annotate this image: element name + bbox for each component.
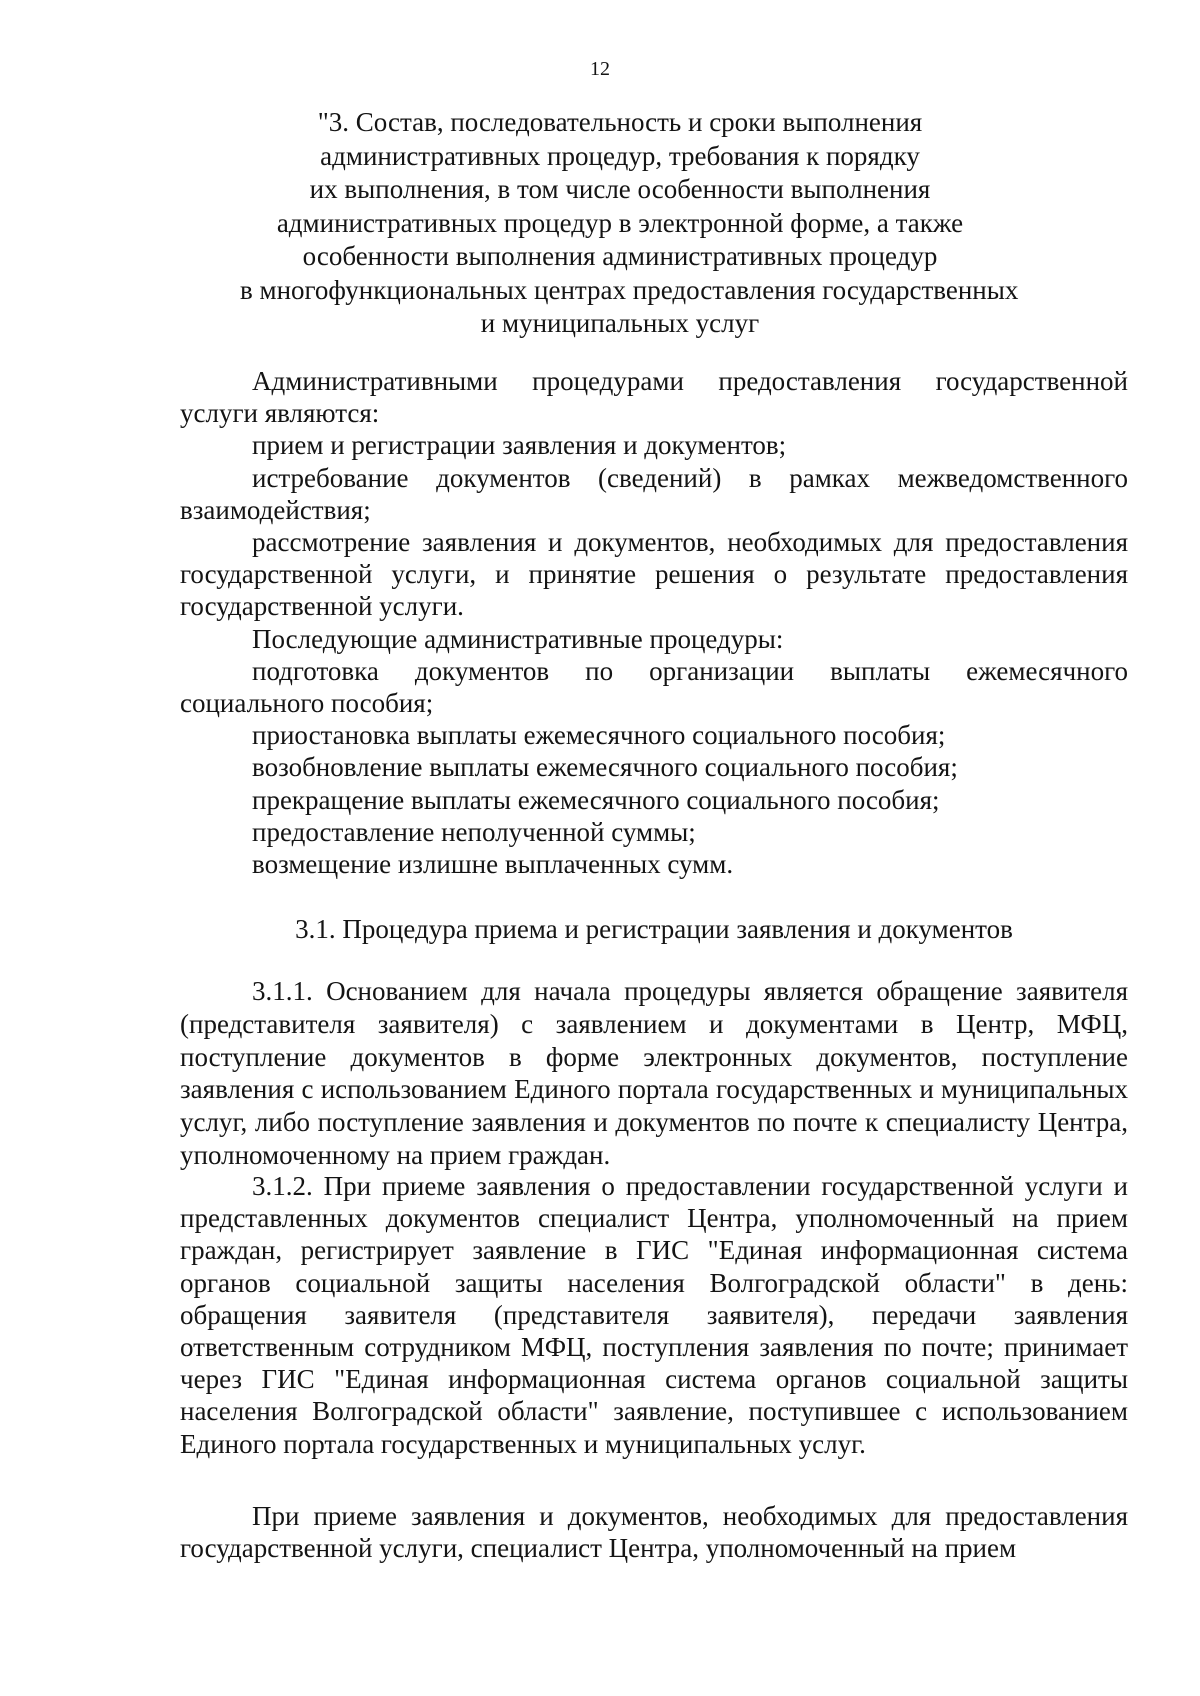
procedure-item: истребование документов (сведений) в рамках межведомственного взаимодействия; — [180, 462, 1128, 525]
section-title-line: "3. Состав, последовательность и сроки выполнения — [317, 107, 923, 137]
paragraph-continued — [180, 1500, 1128, 1564]
section-title-line: административных процедур, требования к порядку — [320, 140, 920, 171]
paragraph-text: При приеме заявления и документов, необходимых для предоставления государственной услуги, специалист Центра, уполномоченный на прием — [180, 1501, 1128, 1563]
subsequent-procedure-item: прекращение выплаты ежемесячного социального пособия; — [252, 784, 940, 815]
section-title-line: особенности выполнения административных процедур — [302, 241, 938, 271]
page-number: 12 — [590, 58, 610, 80]
section-title-line: их выполнения, в том числе особенности выполнения — [309, 174, 931, 204]
section-title-line: административных процедур в электронной форме, а также — [276, 207, 964, 238]
paragraph-3-1-2 — [180, 1170, 1128, 1460]
paragraph-3-1-1 — [180, 975, 1128, 1172]
subsequent-procedure-item: приостановка выплаты ежемесячного социального пособия; — [252, 720, 946, 751]
procedure-item: прием и регистрации заявления и документов; — [252, 430, 787, 461]
paragraph-text: 3.1.1. Основанием для начала процедуры является обращение заявителя (представителя заявителя) с заявлением и документами в Центр, МФЦ, поступление документов в форме электронных документов, поступление заявления с использованием Единого портала государственных и муниципальных услуг, либо поступление заявления и документов по почте к специалисту Центра, уполномоченному на прием граждан. — [180, 976, 1128, 1170]
procedure-item: рассмотрение заявления и документов, необходимых для предоставления государственной услуги, и принятие решения о результате предоставления государственной услуги. — [180, 527, 1128, 622]
paragraph-text: 3.1.2. При приеме заявления о предоставлении государственной услуги и представленных документов специалист Центра, уполномоченный на прием граждан, регистрирует заявление в ГИС "Единая информационная система органов социальной защиты населения Волгоградской области" в день: обращения заявителя (представителя заявителя), передачи заявления ответственным сотрудником МФЦ, поступления заявления по почте; принимает через ГИС "Единая информационная система органов социальной защиты населения Волгоградской области" заявление, поступившее с использованием Единого портала государственных и муниципальных услуг. — [180, 1171, 1128, 1459]
subsection-title: 3.1. Процедура приема и регистрации заявления и документов — [295, 914, 1013, 944]
subsequent-procedure-item: подготовка документов по организации выплаты ежемесячного социального пособия; — [180, 655, 1128, 719]
section-title-line: и муниципальных услуг — [480, 308, 760, 338]
section-title — [240, 106, 1019, 341]
subsequent-procedure-item: возобновление выплаты ежемесячного социального пособия; — [252, 752, 958, 783]
subsequent-procedures-lead: Последующие административные процедуры: — [252, 623, 784, 654]
subsequent-procedure-item: возмещение излишне выплаченных сумм. — [252, 849, 734, 880]
procedures-list — [180, 365, 1128, 880]
section-title-line: в многофункциональных центрах предоставления государственных — [240, 274, 1019, 305]
subsequent-procedure-item: предоставление неполученной суммы; — [252, 816, 696, 847]
procedures-lead: Административными процедурами предоставления государственной услуги являются: — [180, 366, 1128, 429]
